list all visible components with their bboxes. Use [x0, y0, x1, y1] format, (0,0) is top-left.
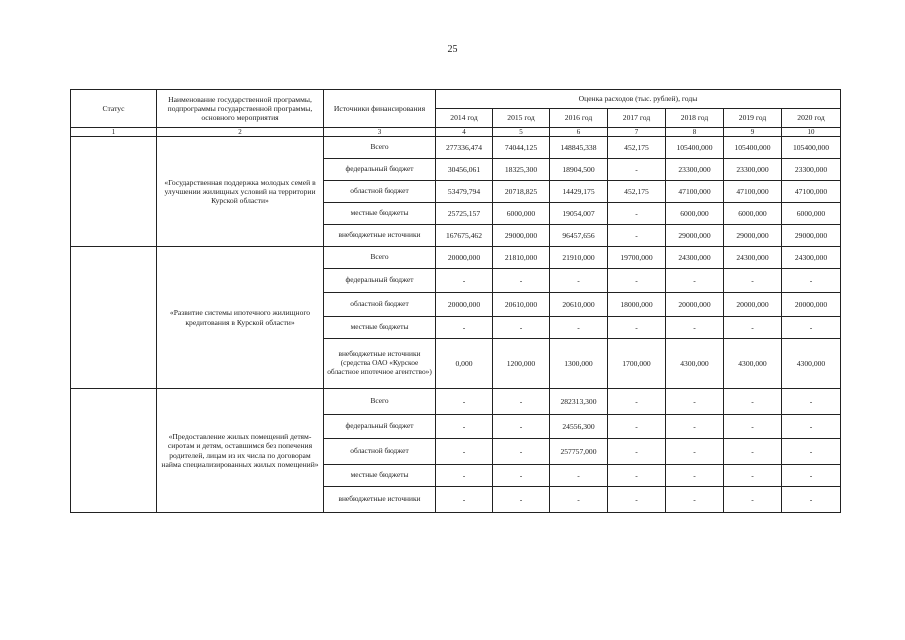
funding-source-cell: внебюджетные источники	[324, 225, 436, 247]
amount-cell: 1200,000	[493, 339, 550, 389]
amount-cell: 6000,000	[493, 203, 550, 225]
amount-cell: -	[493, 487, 550, 513]
amount-cell: -	[608, 487, 666, 513]
header-program-name: Наименование государственной программы, подпрограммы государственной программы, основного мероприятия	[157, 90, 324, 128]
amount-cell: 257757,000	[550, 439, 608, 465]
amount-cell: 96457,656	[550, 225, 608, 247]
column-number: 8	[666, 128, 724, 137]
amount-cell: -	[550, 487, 608, 513]
amount-cell: -	[436, 269, 493, 293]
table-body	[71, 137, 841, 513]
amount-cell: 24300,000	[724, 247, 782, 269]
header-year: 2018 год	[666, 109, 724, 128]
amount-cell: -	[724, 389, 782, 415]
column-number: 5	[493, 128, 550, 137]
header-year: 2017 год	[608, 109, 666, 128]
amount-cell: -	[608, 389, 666, 415]
amount-cell: -	[782, 269, 841, 293]
amount-cell: 20000,000	[782, 293, 841, 317]
amount-cell: 23300,000	[724, 159, 782, 181]
amount-cell: -	[782, 415, 841, 439]
amount-cell: 24300,000	[782, 247, 841, 269]
table-row	[71, 247, 841, 269]
amount-cell: -	[724, 465, 782, 487]
amount-cell: 14429,175	[550, 181, 608, 203]
amount-cell: -	[493, 389, 550, 415]
amount-cell: -	[493, 317, 550, 339]
program-name-cell: «Государственная поддержка молодых семей в улучшении жилищных условий на территории Курской области»	[157, 137, 324, 247]
amount-cell: 167675,462	[436, 225, 493, 247]
column-number: 1	[71, 128, 157, 137]
amount-cell: 105400,000	[666, 137, 724, 159]
amount-cell: -	[608, 159, 666, 181]
amount-cell: -	[436, 317, 493, 339]
amount-cell: -	[666, 439, 724, 465]
amount-cell: -	[724, 487, 782, 513]
amount-cell: 452,175	[608, 181, 666, 203]
amount-cell: -	[782, 317, 841, 339]
program-name-cell: «Предоставление жилых помещений детям-сиротам и детям, оставшимся без попечения родителей, лицам из их числа по договорам найма специализированных жилых помещений»	[157, 389, 324, 513]
amount-cell: -	[666, 465, 724, 487]
amount-cell: 18325,300	[493, 159, 550, 181]
amount-cell: -	[608, 465, 666, 487]
amount-cell: -	[666, 415, 724, 439]
amount-cell: 277336,474	[436, 137, 493, 159]
funding-source-cell: местные бюджеты	[324, 203, 436, 225]
status-cell	[71, 247, 157, 389]
amount-cell: -	[550, 465, 608, 487]
funding-source-cell: областной бюджет	[324, 439, 436, 465]
amount-cell: 105400,000	[782, 137, 841, 159]
column-number: 7	[608, 128, 666, 137]
amount-cell: -	[724, 269, 782, 293]
status-cell	[71, 389, 157, 513]
amount-cell: -	[436, 415, 493, 439]
amount-cell: 21910,000	[550, 247, 608, 269]
amount-cell: 47100,000	[666, 181, 724, 203]
header-year: 2016 год	[550, 109, 608, 128]
amount-cell: -	[493, 439, 550, 465]
amount-cell: 105400,000	[724, 137, 782, 159]
amount-cell: 4300,000	[782, 339, 841, 389]
funding-source-cell: местные бюджеты	[324, 317, 436, 339]
amount-cell: 25725,157	[436, 203, 493, 225]
amount-cell: 20000,000	[436, 247, 493, 269]
funding-source-cell: местные бюджеты	[324, 465, 436, 487]
amount-cell: 29000,000	[666, 225, 724, 247]
amount-cell: 21810,000	[493, 247, 550, 269]
amount-cell: -	[724, 439, 782, 465]
amount-cell: -	[436, 439, 493, 465]
amount-cell: 20610,000	[550, 293, 608, 317]
amount-cell: -	[724, 415, 782, 439]
amount-cell: -	[550, 317, 608, 339]
amount-cell: -	[782, 487, 841, 513]
amount-cell: -	[608, 439, 666, 465]
amount-cell: 20000,000	[666, 293, 724, 317]
amount-cell: 24300,000	[666, 247, 724, 269]
amount-cell: 20610,000	[493, 293, 550, 317]
funding-source-cell: федеральный бюджет	[324, 415, 436, 439]
amount-cell: 4300,000	[666, 339, 724, 389]
amount-cell: -	[666, 269, 724, 293]
amount-cell: 4300,000	[724, 339, 782, 389]
header-funding-source: Источники финансирования	[324, 90, 436, 128]
funding-source-cell: Всего	[324, 247, 436, 269]
amount-cell: 74044,125	[493, 137, 550, 159]
amount-cell: 20000,000	[436, 293, 493, 317]
header-year: 2020 год	[782, 109, 841, 128]
amount-cell: 29000,000	[724, 225, 782, 247]
funding-source-cell: Всего	[324, 137, 436, 159]
funding-source-cell: федеральный бюджет	[324, 159, 436, 181]
amount-cell: 6000,000	[666, 203, 724, 225]
amount-cell: 18904,500	[550, 159, 608, 181]
column-number: 9	[724, 128, 782, 137]
amount-cell: 1300,000	[550, 339, 608, 389]
amount-cell: 148845,338	[550, 137, 608, 159]
amount-cell: 6000,000	[724, 203, 782, 225]
amount-cell: 6000,000	[782, 203, 841, 225]
status-cell	[71, 137, 157, 247]
amount-cell: 47100,000	[782, 181, 841, 203]
amount-cell: -	[493, 269, 550, 293]
amount-cell: -	[436, 389, 493, 415]
amount-cell: 20718,825	[493, 181, 550, 203]
amount-cell: 20000,000	[724, 293, 782, 317]
amount-cell: -	[436, 465, 493, 487]
amount-cell: -	[782, 439, 841, 465]
column-number-row	[71, 128, 841, 137]
amount-cell: -	[608, 415, 666, 439]
header-status: Статус	[71, 90, 157, 128]
amount-cell: 23300,000	[666, 159, 724, 181]
column-number: 3	[324, 128, 436, 137]
amount-cell: -	[782, 389, 841, 415]
program-name-cell: «Развитие системы ипотечного жилищного кредитования в Курской области»	[157, 247, 324, 389]
amount-cell: 47100,000	[724, 181, 782, 203]
column-number: 2	[157, 128, 324, 137]
budget-table	[70, 89, 841, 513]
amount-cell: 1700,000	[608, 339, 666, 389]
amount-cell: 18000,000	[608, 293, 666, 317]
funding-source-cell: Всего	[324, 389, 436, 415]
page-number: 25	[447, 44, 458, 55]
funding-source-cell: областной бюджет	[324, 293, 436, 317]
amount-cell: -	[666, 317, 724, 339]
amount-cell: -	[493, 415, 550, 439]
header-year: 2014 год	[436, 109, 493, 128]
amount-cell: -	[608, 203, 666, 225]
amount-cell: 24556,300	[550, 415, 608, 439]
amount-cell: 29000,000	[782, 225, 841, 247]
amount-cell: 282313,300	[550, 389, 608, 415]
funding-source-cell: областной бюджет	[324, 181, 436, 203]
amount-cell: -	[666, 487, 724, 513]
funding-source-cell: федеральный бюджет	[324, 269, 436, 293]
amount-cell: 29000,000	[493, 225, 550, 247]
column-number: 10	[782, 128, 841, 137]
amount-cell: -	[608, 225, 666, 247]
table-row	[71, 389, 841, 415]
funding-source-cell: внебюджетные источники	[324, 487, 436, 513]
header-year: 2019 год	[724, 109, 782, 128]
amount-cell: -	[608, 317, 666, 339]
amount-cell: -	[493, 465, 550, 487]
amount-cell: 30456,061	[436, 159, 493, 181]
table-row	[71, 137, 841, 159]
column-number: 4	[436, 128, 493, 137]
amount-cell: -	[782, 465, 841, 487]
amount-cell: -	[550, 269, 608, 293]
amount-cell: -	[666, 389, 724, 415]
amount-cell: -	[724, 317, 782, 339]
amount-cell: 19700,000	[608, 247, 666, 269]
amount-cell: -	[608, 269, 666, 293]
amount-cell: 53479,794	[436, 181, 493, 203]
column-number: 6	[550, 128, 608, 137]
amount-cell: 19054,007	[550, 203, 608, 225]
amount-cell: -	[436, 487, 493, 513]
header-year: 2015 год	[493, 109, 550, 128]
header-expense-estimate: Оценка расходов (тыс. рублей), годы	[436, 90, 841, 109]
amount-cell: 23300,000	[782, 159, 841, 181]
amount-cell: 452,175	[608, 137, 666, 159]
amount-cell: 0,000	[436, 339, 493, 389]
funding-source-cell: внебюджетные источники (средства ОАО «Курское областное ипотечное агентство»)	[324, 339, 436, 389]
